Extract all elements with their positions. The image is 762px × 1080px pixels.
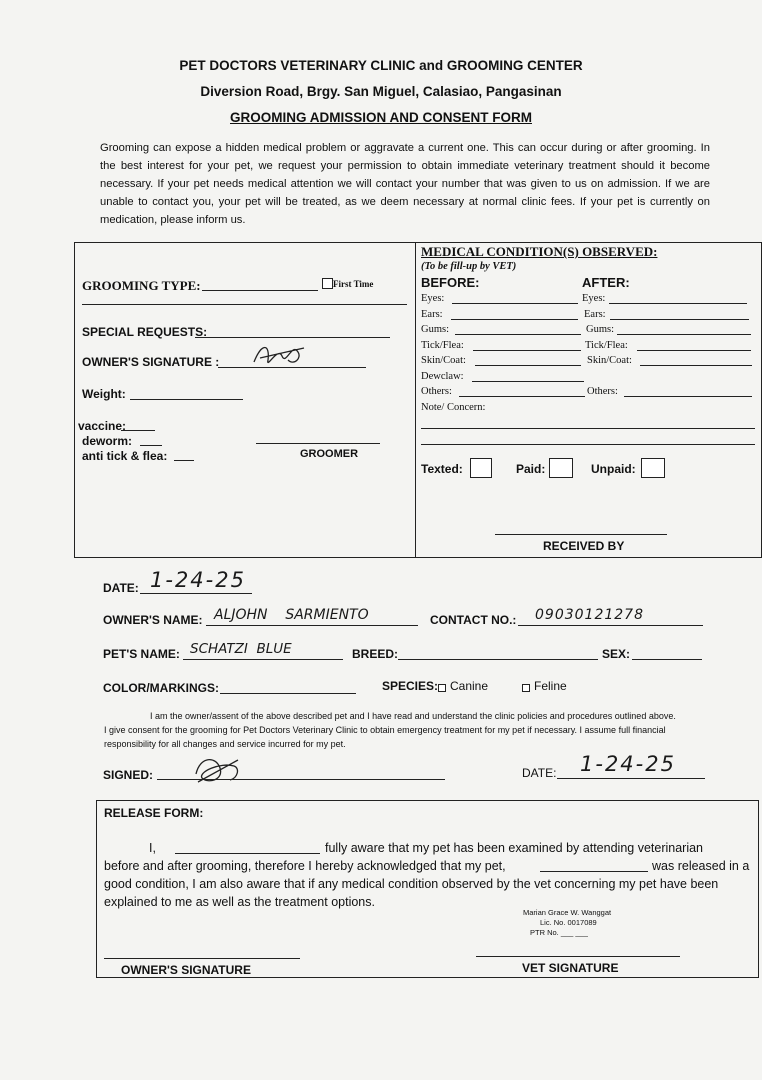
owner-signature-scribble	[248, 336, 310, 374]
anti-tick-label: anti tick & flea:	[82, 449, 168, 463]
date-field-line[interactable]	[140, 593, 252, 594]
after-eyes-field[interactable]	[609, 303, 747, 304]
before-tickflea-label: Tick/Flea:	[421, 340, 464, 351]
consent-line-2: I give consent for the grooming for Pet Doctors Veterinary Clinic to obtain emergency treatment for my pet if necessary. I assume full financial	[104, 725, 666, 735]
release-owner-signature-label: OWNER'S SIGNATURE	[121, 963, 251, 977]
after-skin-field[interactable]	[640, 365, 752, 366]
clinic-name: PET DOCTORS VETERINARY CLINIC and GROOMING CENTER	[179, 58, 583, 73]
signed-label: SIGNED:	[103, 768, 154, 782]
before-ears-field[interactable]	[451, 319, 578, 320]
release-line-2: before and after grooming, therefore I hereby acknowledged that my pet,	[104, 859, 506, 873]
sex-label: SEX:	[602, 647, 631, 661]
after-tickflea-field[interactable]	[637, 350, 751, 351]
before-skin-field[interactable]	[475, 365, 581, 366]
medical-subtitle: (To be fill-up by VET)	[421, 261, 517, 272]
consent-line-3: responsibility for all changes and service incurred for my pet.	[104, 739, 346, 749]
unpaid-checkbox[interactable]	[641, 458, 665, 478]
release-line-4: explained to me as well as the treatment options.	[104, 895, 375, 909]
texted-label: Texted:	[421, 462, 463, 476]
before-gums-field[interactable]	[455, 334, 581, 335]
species-label: SPECIES:	[382, 679, 439, 693]
after-skin-label: Skin/Coat:	[587, 355, 632, 366]
color-markings-field-line[interactable]	[220, 693, 356, 694]
before-eyes-field[interactable]	[452, 303, 578, 304]
weight-field[interactable]	[130, 399, 243, 400]
box-divider	[415, 243, 416, 557]
release-vet-signature-label: VET SIGNATURE	[522, 961, 619, 975]
release-line-2b: was released in a	[652, 859, 750, 873]
stamp-name: Marian Grace W. Wanggat	[523, 908, 612, 917]
before-tickflea-field[interactable]	[473, 350, 581, 351]
before-ears-label: Ears:	[421, 309, 443, 320]
after-ears-field[interactable]	[610, 319, 749, 320]
date-label: DATE:	[103, 581, 139, 595]
paid-label: Paid:	[516, 462, 546, 476]
consent-date-value: 1-24-25	[580, 752, 676, 776]
anti-tick-field[interactable]	[174, 460, 194, 461]
received-by-line[interactable]	[495, 534, 667, 535]
before-label: BEFORE:	[421, 275, 480, 290]
after-others-field[interactable]	[624, 396, 752, 397]
release-pet-name-field[interactable]	[540, 871, 648, 872]
before-gums-label: Gums:	[421, 324, 450, 335]
pet-name-value: SCHATZI BLUE	[190, 641, 292, 657]
after-eyes-label: Eyes:	[582, 293, 606, 304]
after-gums-label: Gums:	[586, 324, 615, 335]
vaccine-field[interactable]	[121, 430, 155, 431]
note-line-2[interactable]	[421, 444, 755, 445]
before-dewclaw-label: Dewclaw:	[421, 371, 464, 382]
release-line-1: fully aware that my pet has been examined by attending veterinarian	[325, 841, 704, 855]
medical-title: MEDICAL CONDITION(S) OBSERVED:	[421, 244, 658, 259]
weight-label: Weight:	[82, 387, 126, 401]
release-line-3: good condition, I am also aware that if any medical condition observed by the vet concerning my pet have been	[104, 877, 719, 891]
note-concern-label: Note/ Concern:	[421, 402, 486, 413]
after-gums-field[interactable]	[617, 334, 751, 335]
consent-date-label: DATE:	[522, 766, 557, 780]
canine-checkbox[interactable]	[438, 684, 446, 692]
canine-label: Canine	[450, 679, 489, 693]
note-line-1[interactable]	[421, 428, 755, 429]
release-owner-name-field[interactable]	[175, 853, 320, 854]
after-tickflea-label: Tick/Flea:	[585, 340, 628, 351]
feline-checkbox[interactable]	[522, 684, 530, 692]
breed-label: BREED:	[352, 647, 399, 661]
release-vet-signature-line[interactable]	[476, 956, 680, 957]
before-eyes-label: Eyes:	[421, 293, 445, 304]
groomer-label: GROOMER	[300, 448, 359, 460]
intro-paragraph: Grooming can expose a hidden medical problem or aggravate a current one. This can occur during or after grooming. In the best interest for your pet, we request your permission to obtain immediate veterinary treatment should it become necessary. If your pet needs medical attention we will contact your number that was given to us on admission. If we are unable to contact you, your pet will be treated, as we deem necessary at normal clinic fees. If your pet is currently on medication, please inform us.	[100, 142, 710, 226]
deworm-label: deworm:	[82, 434, 133, 448]
before-others-field[interactable]	[459, 396, 585, 397]
deworm-field[interactable]	[140, 445, 162, 446]
date-value: 1-24-25	[150, 568, 246, 592]
color-markings-label: COLOR/MARKINGS:	[103, 681, 219, 695]
grooming-type-field[interactable]	[202, 290, 318, 291]
contact-field-line[interactable]	[518, 625, 703, 626]
vaccine-label: vaccine:	[78, 419, 127, 433]
texted-checkbox[interactable]	[470, 458, 492, 478]
received-by-label: RECEIVED BY	[543, 539, 625, 553]
grooming-type-label: GROOMING TYPE:	[82, 278, 201, 293]
release-i-label: I,	[149, 841, 156, 855]
contact-label: CONTACT NO.:	[430, 613, 517, 627]
after-ears-label: Ears:	[584, 309, 606, 320]
pet-name-label: PET'S NAME:	[103, 647, 180, 661]
feline-label: Feline	[534, 679, 567, 693]
after-others-label: Others:	[587, 386, 618, 397]
pet-name-field-line[interactable]	[183, 659, 343, 660]
stamp-ptr: PTR No. ___ ___	[530, 928, 588, 937]
stamp-license: Lic. No. 0017089	[540, 918, 597, 927]
first-time-label: First Time	[333, 279, 374, 289]
release-title: RELEASE FORM:	[104, 806, 204, 820]
consent-date-field-line[interactable]	[557, 778, 705, 779]
before-skin-label: Skin/Coat:	[421, 355, 466, 366]
grooming-type-line-2	[82, 304, 407, 305]
paid-checkbox[interactable]	[549, 458, 573, 478]
before-dewclaw-field[interactable]	[472, 381, 584, 382]
unpaid-label: Unpaid:	[591, 462, 636, 476]
after-label: AFTER:	[582, 275, 630, 290]
owner-name-field-line[interactable]	[206, 625, 418, 626]
clinic-address: Diversion Road, Brgy. San Miguel, Calasiao, Pangasinan	[200, 84, 562, 99]
groomer-signature-line[interactable]	[256, 443, 380, 444]
breed-field-line[interactable]	[398, 659, 598, 660]
before-others-label: Others:	[421, 386, 452, 397]
first-time-checkbox[interactable]	[322, 278, 333, 289]
special-requests-label: SPECIAL REQUESTS:	[82, 325, 208, 339]
release-owner-signature-line[interactable]	[104, 958, 300, 959]
form-title: GROOMING ADMISSION AND CONSENT FORM	[230, 110, 532, 125]
consent-signature-scribble	[190, 752, 244, 788]
owner-signature-label: OWNER'S SIGNATURE :	[82, 355, 220, 369]
owner-name-label: OWNER'S NAME:	[103, 613, 203, 627]
contact-value: 09030121278	[535, 607, 644, 623]
consent-line-1: I am the owner/assent of the above described pet and I have read and understand the clinic policies and procedures outlined above.	[150, 711, 676, 721]
owner-name-value: ALJOHN SARMIENTO	[214, 607, 369, 623]
sex-field-line[interactable]	[632, 659, 702, 660]
